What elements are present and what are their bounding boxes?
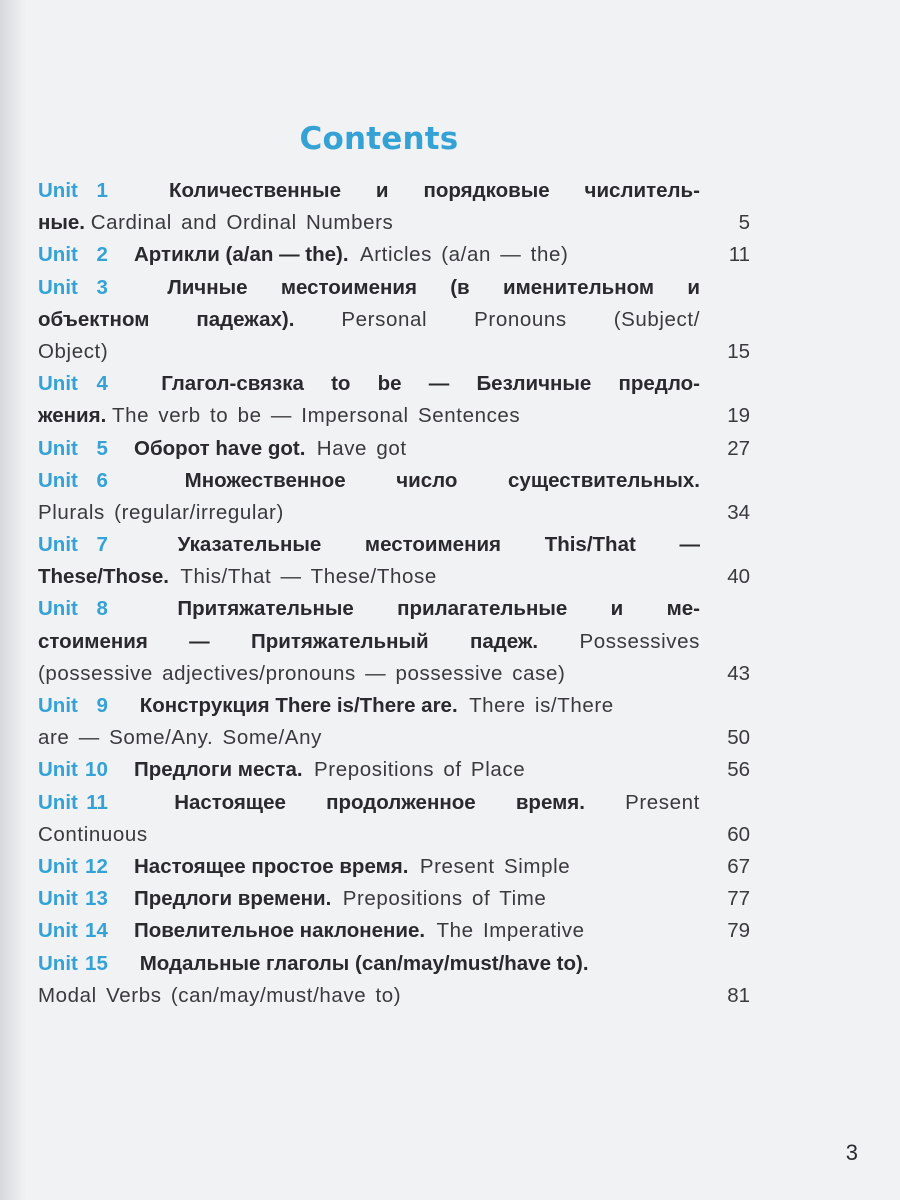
unit-number: 7 [96,533,108,557]
rus-title-word: Притяжательный [251,629,429,653]
toc-entry-unit-8[interactable] [38,593,750,690]
unit-label: Unit [38,436,78,460]
rus-title-word: стоимения [38,629,148,653]
rus-title-word: и [375,179,389,202]
page-ref: 67 [727,854,750,878]
eng-title-word: Personal [341,307,428,331]
page-ref: 15 [727,339,750,363]
rus-title-word: Личные [167,275,248,299]
dot-leader [413,440,694,450]
rus-title-word: время. [515,790,585,814]
page-ref: 50 [727,726,750,750]
unit-label: Unit [38,179,78,202]
rus-title-word: — [189,629,210,653]
unit-number: 8 [96,597,108,621]
eng-title-word: Possessives [579,629,700,653]
unit-label: Unit [38,758,78,782]
dot-leader [328,729,694,739]
eng-title: Modal Verbs (can/may/must/have to) [38,983,402,1007]
page-ref: 77 [727,887,750,911]
rus-title-word: и [687,275,700,299]
toc-entry-unit-11[interactable] [38,787,750,851]
unit-number: 2 [96,243,108,267]
eng-title: Prepositions of Place [314,758,526,782]
rus-title-word: Настоящее [174,790,286,814]
dot-leader [552,890,694,900]
rus-title-word: This/That [544,533,636,557]
eng-title: Continuous [38,822,148,846]
eng-title: The verb to be — Impersonal Sentences [112,404,521,428]
rus-title-word: и [610,597,624,621]
rus-title-word: — [679,533,700,557]
unit-label: Unit [38,533,78,557]
rus-title-word: число [396,468,458,492]
unit-label: Unit [38,694,78,717]
rus-title-word: продолженное [326,790,476,814]
eng-title: This/That — These/Those [180,565,437,589]
eng-title: Cardinal and Ordinal Numbers [90,211,394,235]
rus-title: Предлоги места. [134,758,303,782]
dot-leader [399,214,694,224]
page-ref: 19 [727,404,750,428]
eng-title-word: (Subject/ [613,307,700,331]
rus-title-word: Указательные [177,533,322,557]
toc-entry-unit-1[interactable] [38,175,750,239]
page-ref: 40 [727,565,750,589]
dot-leader [574,246,694,256]
eng-title-word: Pronouns [474,307,567,331]
page-ref: 56 [727,758,750,782]
eng-title: (possessive adjectives/pronouns — possessive case) [38,661,566,685]
unit-label: Unit [38,468,78,492]
rus-title: Предлоги времени. [134,887,332,911]
dot-leader [407,987,694,997]
unit-number: 14 [85,919,108,943]
rus-title-word: прилагательные [397,597,568,621]
unit-number: 9 [96,694,108,717]
rus-title-word: местоимения [280,275,417,299]
page-ref: 79 [727,919,750,943]
rus-title-word: падеж. [469,629,539,653]
unit-label: Unit [38,597,78,621]
toc-entry-unit-3[interactable] [38,272,750,369]
toc-entry-unit-13[interactable] [38,883,750,915]
toc-entry-unit-7[interactable] [38,529,750,593]
rus-title: These/Those. [38,565,170,589]
rus-title-word: существительных. [508,468,700,492]
toc-entry-unit-12[interactable] [38,851,750,883]
rus-title-word: Притяжательные [177,597,354,621]
page-number: 3 [845,1140,858,1165]
rus-title-word: объектном [38,307,150,331]
unit-number: 6 [96,468,108,492]
unit-number: 3 [96,275,108,299]
toc-entry-unit-10[interactable] [38,754,750,786]
dot-leader [114,343,694,353]
unit-number: 11 [86,790,108,814]
dot-leader [571,665,694,675]
rus-title: Настоящее простое время. [134,854,409,878]
rus-title: Оборот have got. [134,436,306,460]
toc-entry-unit-6[interactable] [38,465,750,529]
unit-number: 12 [85,854,108,878]
page-ref: 27 [727,436,750,460]
unit-number: 5 [96,436,108,460]
toc-entry-unit-2[interactable] [38,239,750,271]
dot-leader [443,568,694,578]
rus-title-word: порядковые [423,179,550,202]
eng-title: Have got [316,436,407,460]
toc-entry-unit-9[interactable] [38,690,750,754]
dot-leader [290,504,694,514]
rus-title: жения. [38,404,107,428]
unit-label: Unit [38,919,78,943]
rus-title: Повелительное наклонение. [134,919,426,943]
unit-label: Unit [38,243,78,267]
eng-title: Present Simple [419,854,571,878]
rus-title-word: предло- [618,372,700,396]
unit-number: 1 [96,179,108,202]
rus-title-word: Множественное [184,468,346,492]
rus-title-word: be [377,372,402,396]
unit-label: Unit [38,854,78,878]
rus-title-word: падежах). [196,307,295,331]
page-ref: 43 [727,661,750,685]
dot-leader [154,826,694,836]
rus-title-word: Глагол-связка [161,372,304,396]
unit-number: 10 [85,758,108,782]
unit-label: Unit [38,275,78,299]
eng-title: Object) [38,339,109,363]
eng-title: Plurals (regular/irregular) [38,500,284,524]
toc-entry-unit-4[interactable] [38,368,750,432]
rus-title-word: ме- [666,597,700,621]
rus-title: Артикли (a/an — the). [134,243,349,267]
page-ref: 5 [738,211,750,235]
page-ref: 11 [728,243,750,267]
eng-title-word: Present [625,790,700,814]
rus-title-word: to [331,372,351,396]
page-binding-shadow [0,0,26,1200]
table-of-contents [38,175,750,1012]
toc-entry-unit-5[interactable] [38,433,750,465]
page-ref: 34 [727,500,750,524]
unit-number: 15 [85,951,108,975]
unit-number: 4 [96,372,108,396]
dot-leader [531,761,694,771]
dot-leader [591,922,694,932]
dot-leader [576,858,694,868]
page-title: Contents [299,120,459,157]
page-ref: 81 [727,983,750,1007]
eng-title: are — Some/Any. Some/Any [38,726,322,750]
toc-entry-unit-15[interactable] [38,948,750,1012]
unit-label: Unit [38,887,78,911]
eng-title: Prepositions of Time [342,887,547,911]
unit-label: Unit [38,790,78,814]
eng-title: There is/There [469,694,614,717]
rus-title-word: — [428,372,450,396]
rus-title-word: именительном [502,275,655,299]
rus-title-word: Безличные [476,372,592,396]
rus-title-word: местоимения [364,533,502,557]
unit-label: Unit [38,372,78,396]
rus-title: ные. [38,211,85,235]
eng-title: The Imperative [436,919,585,943]
dot-leader [526,407,694,417]
rus-title: Конструкция There is/There are. [139,694,458,717]
rus-title-word: числитель- [584,179,700,202]
rus-title-word: Количественные [168,179,341,202]
unit-number: 13 [85,887,108,911]
unit-label: Unit [38,951,78,975]
toc-entry-unit-14[interactable] [38,915,750,947]
rus-title: Модальные глаголы (can/may/must/have to). [139,951,589,975]
rus-title-word: (в [450,275,470,299]
page-ref: 60 [727,822,750,846]
eng-title: Articles (a/an — the) [359,243,569,267]
